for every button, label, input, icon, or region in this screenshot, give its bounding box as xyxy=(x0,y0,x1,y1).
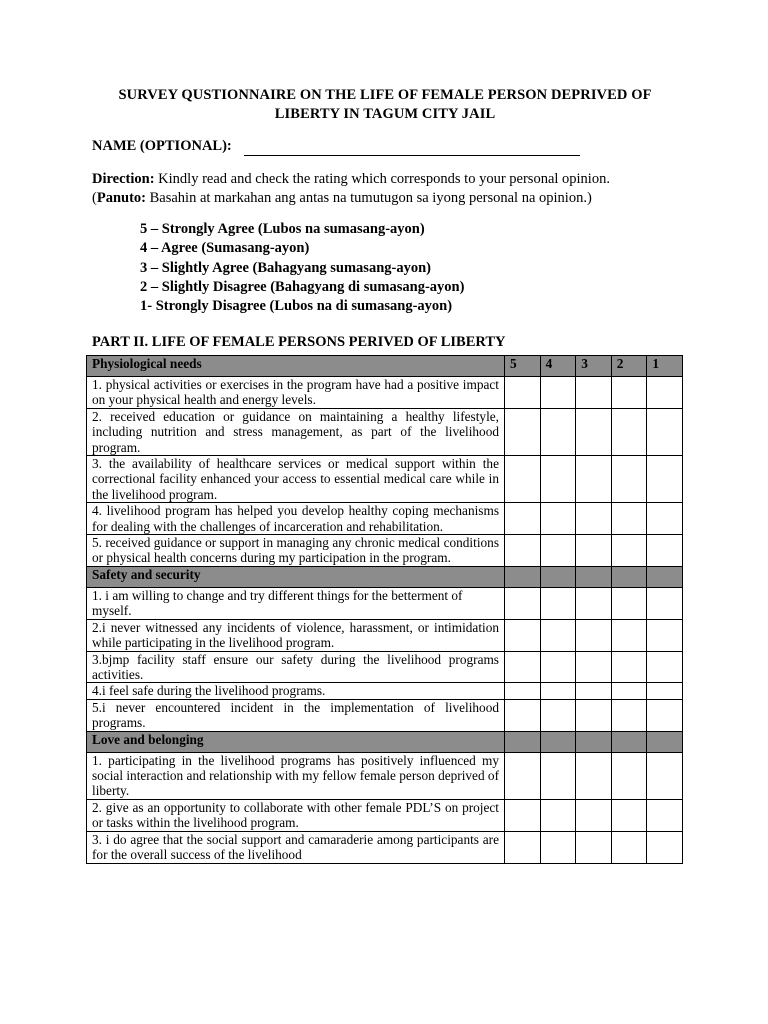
shaded-cell xyxy=(647,731,683,752)
table-row xyxy=(87,503,683,535)
rating-cell-2[interactable] xyxy=(611,752,647,799)
rating-cell-4[interactable] xyxy=(540,377,576,409)
direction-label: Direction: xyxy=(92,171,155,187)
rating-cell-1[interactable] xyxy=(647,752,683,799)
rating-cell-3[interactable] xyxy=(576,456,612,503)
table-row xyxy=(87,683,683,699)
shaded-cell xyxy=(505,566,541,587)
scale-item: 1- Strongly Disagree (Lubos na di sumasang-ayon) xyxy=(140,298,453,315)
rating-cell-4[interactable] xyxy=(540,651,576,683)
rating-cell-2[interactable] xyxy=(611,503,647,535)
rating-cell-2[interactable] xyxy=(611,699,647,731)
rating-header-5: 5 xyxy=(505,356,541,377)
table-row xyxy=(87,377,683,409)
section-header-row xyxy=(87,731,683,752)
rating-cell-4[interactable] xyxy=(540,752,576,799)
survey-table xyxy=(86,355,683,864)
rating-cell-2[interactable] xyxy=(611,831,647,863)
rating-cell-5[interactable] xyxy=(505,699,541,731)
table-row xyxy=(87,456,683,503)
rating-cell-5[interactable] xyxy=(505,456,541,503)
rating-cell-3[interactable] xyxy=(576,503,612,535)
rating-cell-1[interactable] xyxy=(647,377,683,409)
rating-cell-4[interactable] xyxy=(540,503,576,535)
shaded-cell xyxy=(611,731,647,752)
panuto-open: ( xyxy=(92,189,97,206)
rating-cell-5[interactable] xyxy=(505,377,541,409)
rating-header-4: 4 xyxy=(540,356,576,377)
rating-cell-2[interactable] xyxy=(611,587,647,619)
rating-cell-5[interactable] xyxy=(505,619,541,651)
rating-cell-1[interactable] xyxy=(647,651,683,683)
section-safety: Safety and security xyxy=(87,566,505,587)
rating-cell-4[interactable] xyxy=(540,683,576,699)
rating-cell-1[interactable] xyxy=(647,408,683,455)
rating-cell-3[interactable] xyxy=(576,752,612,799)
rating-cell-2[interactable] xyxy=(611,799,647,831)
rating-cell-3[interactable] xyxy=(576,699,612,731)
rating-cell-2[interactable] xyxy=(611,456,647,503)
rating-cell-1[interactable] xyxy=(647,587,683,619)
survey-item xyxy=(87,831,505,863)
survey-item: 2. give as an opportunity to collaborate with other female PDL’S on project or tasks within the livelihood program. xyxy=(87,799,505,831)
document-title: SURVEY QUSTIONNAIRE ON THE LIFE OF FEMALE PERSON DEPRIVED OF LIBERTY IN TAGUM CITY JAIL xyxy=(118,87,652,122)
rating-cell-1[interactable] xyxy=(647,799,683,831)
rating-cell-5[interactable] xyxy=(505,503,541,535)
rating-cell-5[interactable] xyxy=(505,535,541,567)
rating-cell-4[interactable] xyxy=(540,831,576,863)
shaded-cell xyxy=(611,566,647,587)
table-row xyxy=(87,831,683,863)
rating-cell-3[interactable] xyxy=(576,587,612,619)
survey-item: 2. received education or guidance on maintaining a healthy lifestyle, including nutrition and stress management, as part of the livelihood program. xyxy=(87,408,505,455)
survey-item: 5. received guidance or support in managing any chronic medical conditions or physical health concerns during my participation in the program. xyxy=(87,535,505,567)
rating-cell-2[interactable] xyxy=(611,619,647,651)
section-physiological: Physiological needs xyxy=(87,356,505,377)
rating-cell-2[interactable] xyxy=(611,651,647,683)
table-row xyxy=(87,408,683,455)
rating-cell-5[interactable] xyxy=(505,683,541,699)
section-header-row xyxy=(87,566,683,587)
rating-cell-4[interactable] xyxy=(540,699,576,731)
rating-cell-3[interactable] xyxy=(576,799,612,831)
rating-cell-1[interactable] xyxy=(647,699,683,731)
scale-item: 4 – Agree (Sumasang-ayon) xyxy=(140,240,310,257)
rating-scale xyxy=(140,220,464,316)
shaded-cell xyxy=(540,566,576,587)
name-label: NAME (OPTIONAL): xyxy=(92,138,232,154)
survey-item: 4. livelihood program has helped you develop healthy coping mechanisms for dealing with the challenges of incarceration and rehabilitation. xyxy=(87,503,505,535)
rating-cell-3[interactable] xyxy=(576,377,612,409)
rating-cell-1[interactable] xyxy=(647,503,683,535)
shaded-cell xyxy=(576,731,612,752)
rating-cell-1[interactable] xyxy=(647,831,683,863)
survey-item: 2.i never witnessed any incidents of violence, harassment, or intimidation while participating in the livelihood program. xyxy=(87,619,505,651)
rating-cell-3[interactable] xyxy=(576,651,612,683)
rating-cell-5[interactable] xyxy=(505,651,541,683)
survey-item: 3.bjmp facility staff ensure our safety during the livelihood programs activities. xyxy=(87,651,505,683)
direction-line xyxy=(92,170,692,189)
part-title: PART II. LIFE OF FEMALE PERSONS PERIVED OF LIBERTY xyxy=(92,334,506,350)
rating-cell-3[interactable] xyxy=(576,619,612,651)
panuto-text: Basahin at markahan ang antas na tumutugon sa iyong personal na opinion.) xyxy=(146,189,592,206)
rating-cell-5[interactable] xyxy=(505,408,541,455)
rating-cell-2[interactable] xyxy=(611,683,647,699)
scale-item: 2 – Slightly Disagree (Bahagyang di sumasang-ayon) xyxy=(140,278,465,295)
rating-cell-4[interactable] xyxy=(540,587,576,619)
rating-cell-4[interactable] xyxy=(540,535,576,567)
scale-item: 3 – Slightly Agree (Bahagyang sumasang-ayon) xyxy=(140,259,431,276)
section-header-row xyxy=(87,356,683,377)
survey-item: 1. i am willing to change and try different things for the betterment of myself. xyxy=(87,587,505,619)
name-blank-line[interactable] xyxy=(244,155,580,156)
shaded-cell xyxy=(647,566,683,587)
rating-cell-5[interactable] xyxy=(505,831,541,863)
shaded-cell xyxy=(540,731,576,752)
rating-cell-2[interactable] xyxy=(611,408,647,455)
survey-item: 4.i feel safe during the livelihood programs. xyxy=(87,683,505,699)
rating-cell-3[interactable] xyxy=(576,535,612,567)
rating-cell-5[interactable] xyxy=(505,587,541,619)
rating-cell-4[interactable] xyxy=(540,456,576,503)
rating-header-3: 3 xyxy=(576,356,612,377)
rating-cell-2[interactable] xyxy=(611,377,647,409)
direction-text: Kindly read and check the rating which corresponds to your personal opinion. xyxy=(154,171,610,187)
table-row xyxy=(87,699,683,731)
rating-cell-1[interactable] xyxy=(647,535,683,567)
rating-cell-4[interactable] xyxy=(540,408,576,455)
table-row xyxy=(87,752,683,799)
table-row xyxy=(87,619,683,651)
rating-header-2: 2 xyxy=(611,356,647,377)
table-row xyxy=(87,799,683,831)
rating-cell-1[interactable] xyxy=(647,619,683,651)
survey-item: 3. the availability of healthcare services or medical support within the correctional facility enhanced your access to essential medical care while in the livelihood program. xyxy=(87,456,505,503)
rating-cell-1[interactable] xyxy=(647,683,683,699)
rating-cell-3[interactable] xyxy=(576,683,612,699)
table-row xyxy=(87,651,683,683)
survey-item: 5.i never encountered incident in the implementation of livelihood programs. xyxy=(87,699,505,731)
panuto-label: Panuto: xyxy=(96,189,146,206)
table-row xyxy=(87,587,683,619)
survey-item: 1. physical activities or exercises in the program have had a positive impact on your physical health and energy levels. xyxy=(87,377,505,409)
rating-cell-4[interactable] xyxy=(540,619,576,651)
table-row xyxy=(87,535,683,567)
rating-header-1: 1 xyxy=(647,356,683,377)
panuto-line xyxy=(92,189,692,208)
shaded-cell xyxy=(505,731,541,752)
rating-cell-1[interactable] xyxy=(647,456,683,503)
rating-cell-5[interactable] xyxy=(505,799,541,831)
scale-item: 5 – Strongly Agree (Lubos na sumasang-ayon) xyxy=(140,221,425,237)
rating-cell-3[interactable] xyxy=(576,831,612,863)
rating-cell-5[interactable] xyxy=(505,752,541,799)
rating-cell-4[interactable] xyxy=(540,799,576,831)
rating-cell-2[interactable] xyxy=(611,535,647,567)
rating-cell-3[interactable] xyxy=(576,408,612,455)
survey-item-text: 3. i do agree that the social support and camaraderie among participants are for the overall success of the livelihood xyxy=(92,831,499,862)
survey-item: 1. participating in the livelihood programs has positively influenced my social interaction and relationship with my fellow female person deprived of liberty. xyxy=(87,752,505,799)
shaded-cell xyxy=(576,566,612,587)
direction-block xyxy=(92,170,692,207)
section-love-belonging: Love and belonging xyxy=(87,731,505,752)
